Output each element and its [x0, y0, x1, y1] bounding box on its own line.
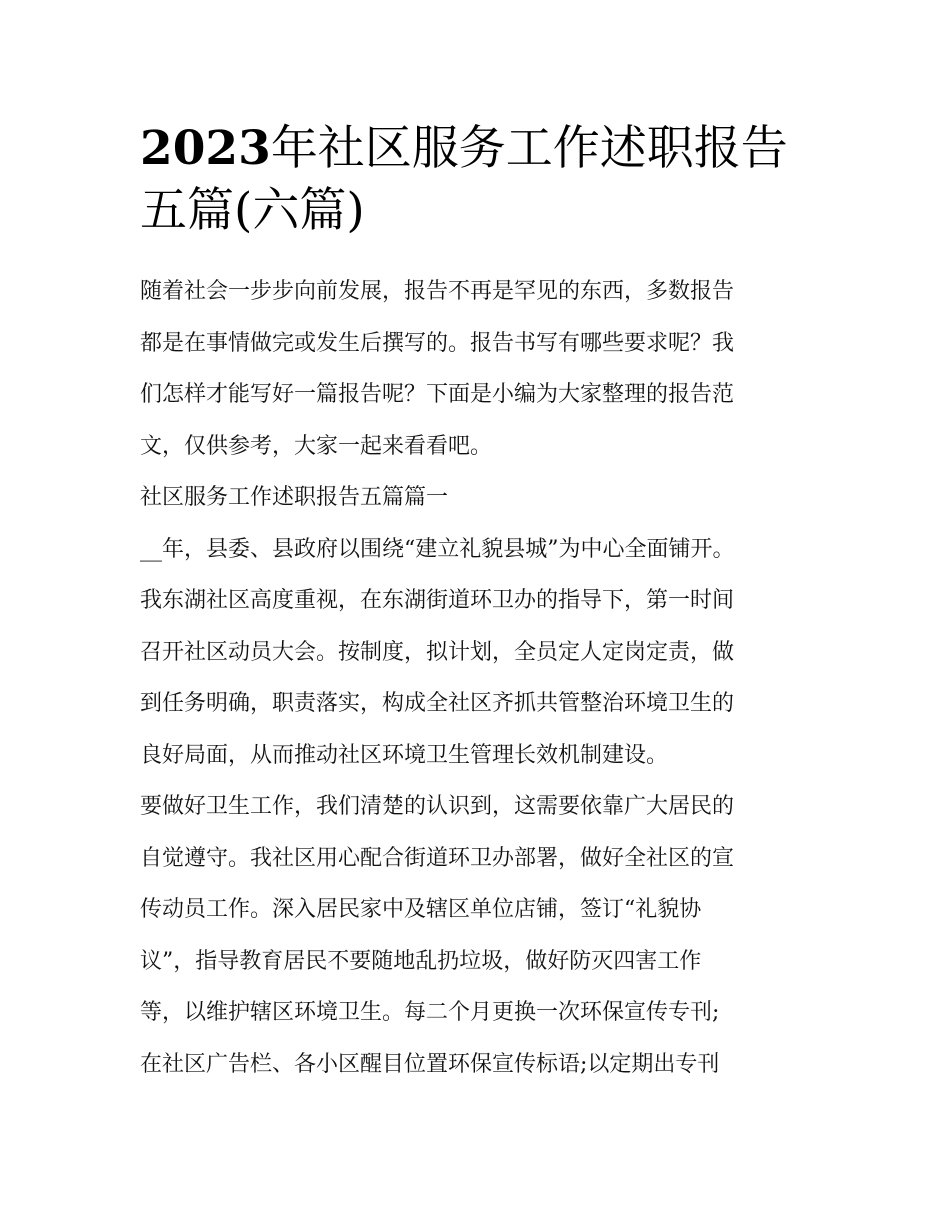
body-line: 等，以维护辖区环境卫生。每二个月更换一次环保宣传专刊; [140, 1000, 720, 1025]
body-line: 自觉遵守。我社区用心配合街道环卫办部署，做好全社区的宣 [140, 845, 735, 871]
title-line-2 [140, 180, 820, 242]
body-line: 传动员工作。深入居民家中及辖区单位店铺，签订“礼貌协 [140, 897, 702, 922]
body-line: 都是在事情做完或发生后撰写的。报告书写有哪些要求呢？我 [140, 330, 735, 356]
body-line: 随着社会一步步向前发展，报告不再是罕见的东西，多数报告 [140, 279, 735, 304]
body-line: 我东湖社区高度重视，在东湖街道环卫办的指导下，第一时间 [140, 588, 735, 613]
body-line: 们怎样才能写好一篇报告呢？下面是小编为大家整理的报告范 [140, 382, 735, 407]
title-line-1 [140, 118, 820, 180]
document-content [140, 118, 820, 1090]
document-title [140, 118, 820, 242]
body-line: 在社区广告栏、各小区醒目位置环保宣传标语;以定期出专刊 [140, 1051, 720, 1077]
body-line: 议”，指导教育居民不要随地乱扔垃圾，做好防灭四害工作 [140, 948, 702, 974]
body-line: 召开社区动员大会。按制度，拟计划，全员定人定岗定责，做 [140, 639, 735, 665]
title-text-2: 五篇(六篇) [140, 183, 365, 238]
body-line: 要做好卫生工作，我们清楚的认识到，这需要依靠广大居民的 [140, 794, 735, 819]
title-text-1: 年社区服务工作述职报告 [270, 121, 788, 176]
body-line: 文，仅供参考，大家一起来看看吧。 [140, 433, 493, 459]
body-line: __年，县委、县政府以围绕“建立礼貌县城”为中心全面铺开。 [140, 536, 735, 562]
title-year: 2023 [140, 121, 271, 176]
document-body [140, 266, 820, 1090]
body-line: 到任务明确，职责落实，构成全社区齐抓共管整治环境卫生的 [140, 691, 735, 716]
body-line: 良好局面，从而推动社区环境卫生管理长效机制建设。 [140, 742, 669, 768]
section-heading: 社区服务工作述职报告五篇篇一 [140, 485, 449, 510]
